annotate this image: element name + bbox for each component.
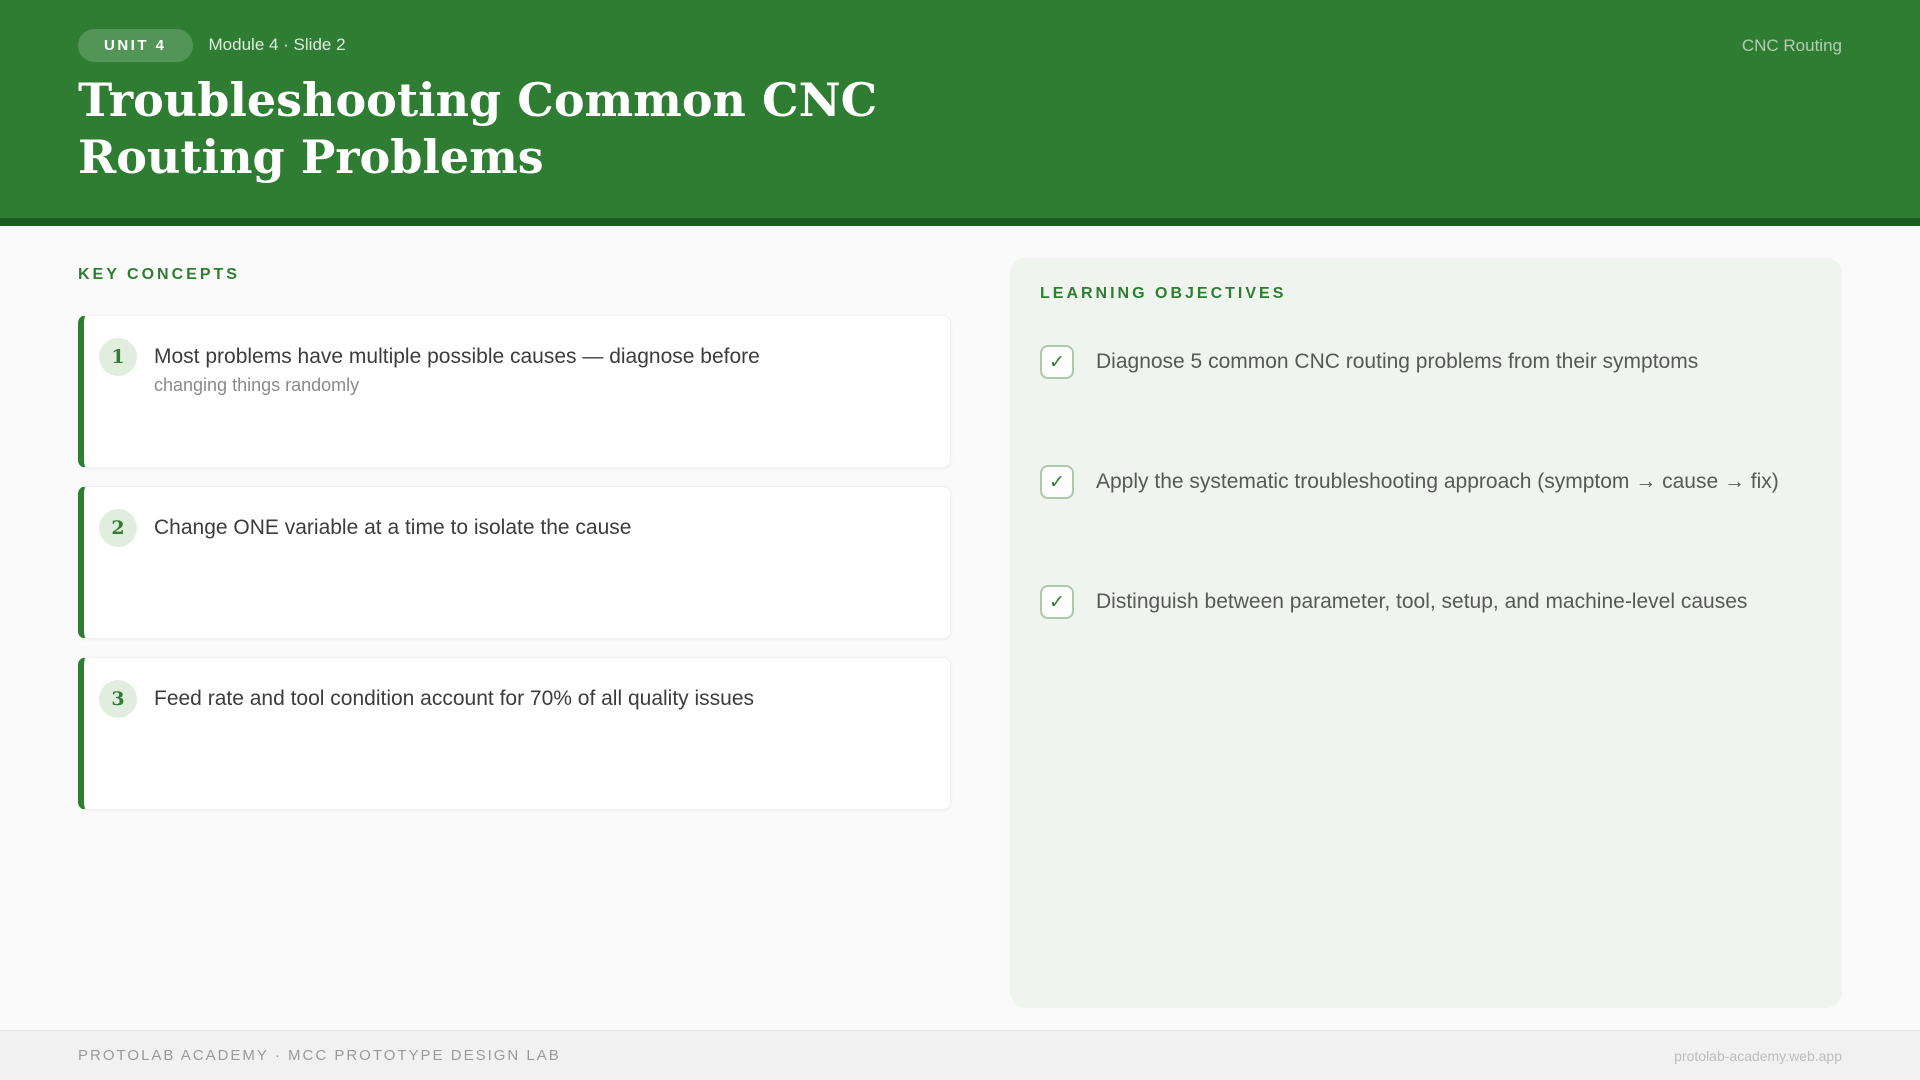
concept-number-badge: 1 xyxy=(99,338,137,376)
concept-text: Change ONE variable at a time to isolate the cause xyxy=(154,516,632,539)
objective-item xyxy=(1040,465,1812,499)
header-meta-row xyxy=(78,27,1842,63)
footer-bar xyxy=(0,1030,1920,1080)
concept-text: Most problems have multiple possible causes — diagnose before xyxy=(154,345,760,368)
page-title: Troubleshooting Common CNC Routing Problems xyxy=(78,73,878,185)
concept-number-badge: 3 xyxy=(99,680,137,718)
checkbox-checked-icon[interactable]: ✓ xyxy=(1040,345,1074,379)
key-concepts-section xyxy=(78,266,951,828)
concept-number-badge: 2 xyxy=(99,509,137,547)
footer-brand-label: PROTOLAB ACADEMY · MCC PROTOTYPE DESIGN LAB xyxy=(78,1047,561,1064)
concept-card xyxy=(78,315,951,468)
objective-item xyxy=(1040,345,1812,379)
checkbox-checked-icon[interactable]: ✓ xyxy=(1040,585,1074,619)
concept-subtext: changing things randomly xyxy=(154,375,360,396)
key-concepts-heading: KEY CONCEPTS xyxy=(78,266,240,283)
concept-body xyxy=(154,680,754,717)
learning-objectives-heading: LEARNING OBJECTIVES xyxy=(1040,285,1287,302)
objective-text: Distinguish between parameter, tool, setup, and machine-level causes xyxy=(1096,590,1748,613)
slide-body xyxy=(0,226,1920,1030)
objective-text: Apply the systematic troubleshooting approach (symptom → cause → fix) xyxy=(1096,470,1779,493)
course-label: CNC Routing xyxy=(1741,36,1842,55)
concept-body xyxy=(154,509,631,546)
concept-text: Feed rate and tool condition account for 70% of all quality issues xyxy=(154,687,755,710)
objective-text: Diagnose 5 common CNC routing problems from their symptoms xyxy=(1096,350,1699,373)
slide-header xyxy=(0,0,1920,226)
concept-card xyxy=(78,657,951,810)
breadcrumb: Module 4 · Slide 2 xyxy=(208,35,346,54)
unit-badge: UNIT 4 xyxy=(78,29,193,62)
concept-body xyxy=(154,338,760,396)
learning-objectives-panel xyxy=(1010,258,1842,1008)
objective-item xyxy=(1040,585,1812,619)
concept-card xyxy=(78,486,951,639)
checkbox-checked-icon[interactable]: ✓ xyxy=(1040,465,1074,499)
footer-url-label: protolab-academy.web.app xyxy=(1674,1047,1842,1064)
